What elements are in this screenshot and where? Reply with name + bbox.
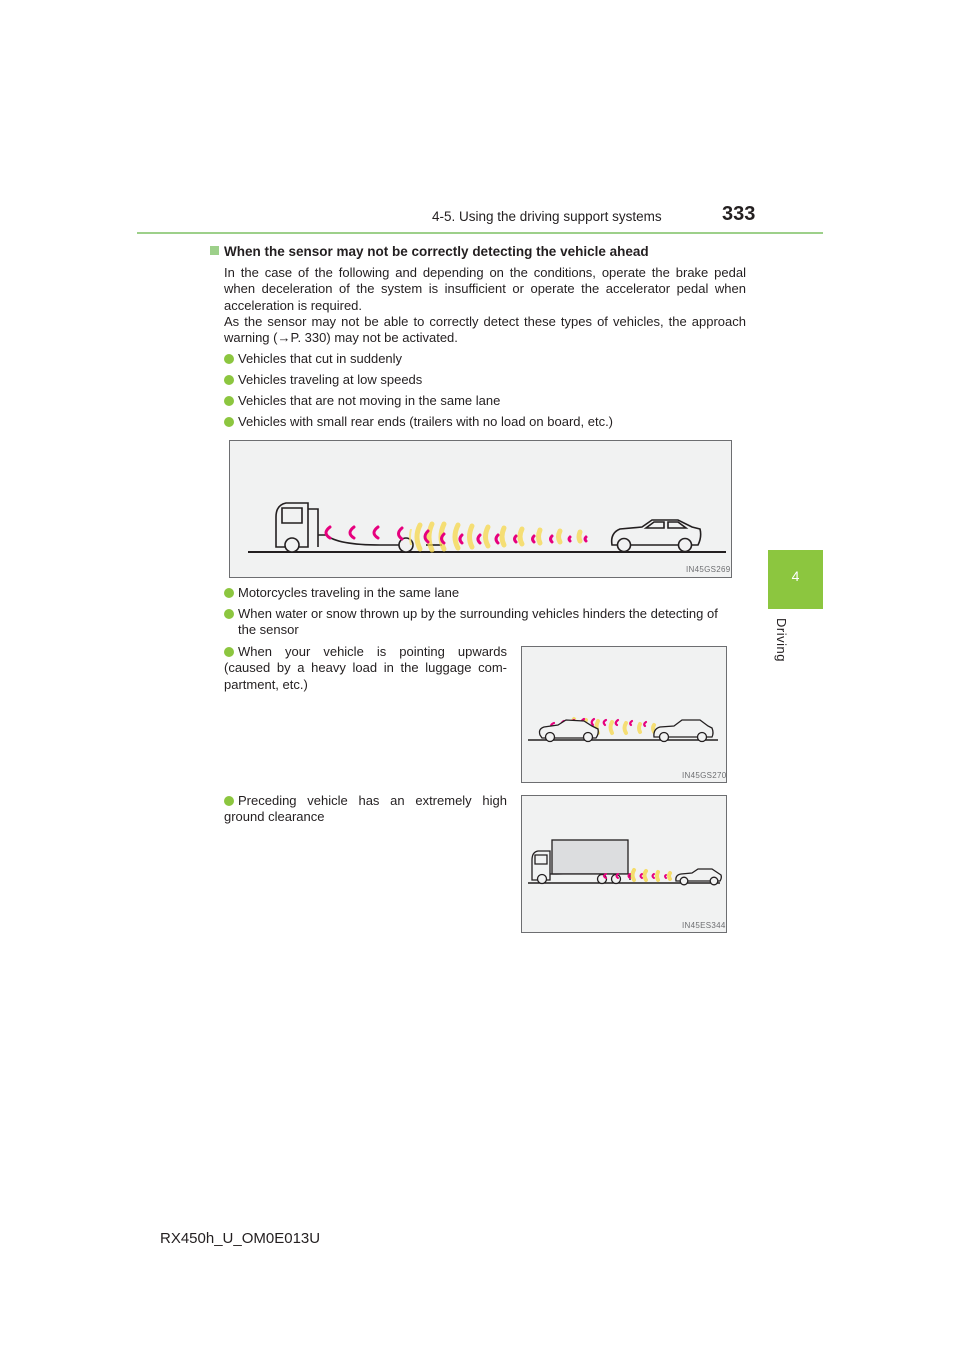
chapter-tab[interactable]	[768, 550, 823, 609]
bullet-water-snow	[224, 606, 750, 639]
figure-pointing-upwards	[521, 646, 727, 783]
bullet-dot-icon	[224, 375, 234, 385]
bullet-dot-icon	[224, 354, 234, 364]
figure-empty-trailer-drawing	[230, 441, 733, 579]
figure-code: IN45GS270	[682, 771, 727, 780]
footer-model-code: RX450h_U_OM0E013U	[160, 1230, 321, 1247]
bullet-text: Motorcycles traveling in the same lane	[238, 585, 460, 600]
figure-high-clearance	[521, 795, 727, 933]
figure-empty-trailer	[229, 440, 732, 578]
paragraph-conditions: In the case of the following and depending on the conditions, operate the brake pedal when deceleration of the system is insufficient or operate the accelerator pedal when acceleration is required.	[224, 265, 746, 313]
header-section-title: 4-5. Using the driving support systems	[432, 209, 662, 224]
bullet-low-speed	[224, 372, 750, 388]
bullet-text: Vehicles that are not moving in the same lane	[238, 393, 501, 408]
bullet-motorcycles	[224, 585, 750, 601]
figure-code: IN45GS269	[686, 565, 731, 574]
bullet-text: Vehicles traveling at low speeds	[238, 372, 423, 387]
bullet-dot-icon	[224, 417, 234, 427]
chapter-label-text: Driving	[774, 618, 789, 662]
bullet-text: Vehicles with small rear ends (trailers with no load on board, etc.)	[238, 414, 614, 429]
bullet-small-rear	[224, 414, 750, 430]
paragraph-approach-warning: As the sensor may not be able to correctly detect these types of vehicles, the approach warning (→P. 330) may not be activated.	[224, 314, 746, 346]
chapter-number: 4	[791, 568, 800, 584]
chapter-label	[770, 618, 792, 678]
bullet-high-clearance	[224, 793, 507, 826]
square-bullet-icon	[210, 246, 219, 255]
bullet-cut-in	[224, 351, 750, 367]
section-heading-text: When the sensor may not be correctly detecting the vehicle ahead	[224, 244, 649, 259]
header-rule	[137, 232, 823, 234]
bullet-pointing-upwards	[224, 644, 507, 693]
bullet-dot-icon	[224, 609, 234, 619]
bullet-dot-icon	[224, 588, 234, 598]
bullet-not-moving	[224, 393, 750, 409]
bullet-text: When water or snow thrown up by the surrounding vehicles hinders the detecting of	[238, 606, 718, 621]
bullet-dot-icon	[224, 647, 234, 657]
bullet-text: Vehicles that cut in suddenly	[238, 351, 403, 366]
bullet-dot-icon	[224, 796, 234, 806]
figure-pointing-upwards-drawing	[522, 647, 728, 784]
bullet-text-continued: the sensor	[238, 622, 299, 638]
bullet-dot-icon	[224, 396, 234, 406]
bullet-text: When your vehicle is pointing upwards (caused by a heavy load in the luggage com-partment, etc.)	[224, 644, 507, 692]
section-heading	[210, 244, 649, 259]
figure-code: IN45ES344	[682, 921, 726, 930]
bullet-text: Preceding vehicle has an extremely high ground clearance	[224, 793, 507, 825]
page-number: 333	[722, 203, 756, 225]
figure-high-clearance-drawing	[522, 796, 728, 934]
